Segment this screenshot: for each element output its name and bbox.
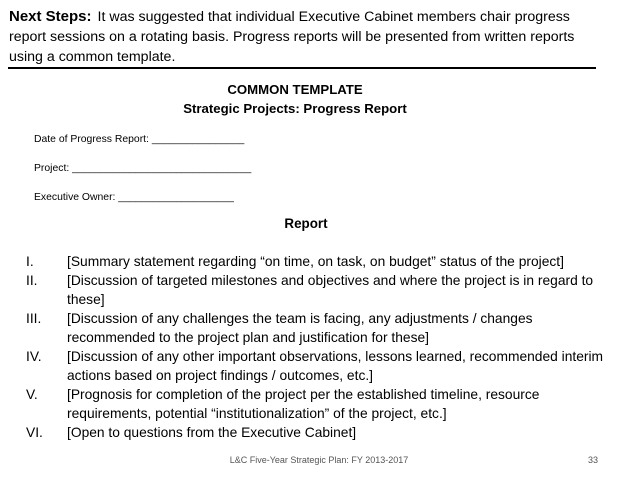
next-steps-paragraph (9, 7, 609, 67)
divider-rule (8, 67, 596, 69)
item-number: III. (26, 311, 42, 326)
list-item (0, 252, 612, 271)
item-number: V. (26, 387, 38, 402)
field-date-of-progress-report: Date of Progress Report: ________________ (34, 134, 245, 145)
item-text: [Discussion of any challenges the team is facing, any adjustments / changes recommended to the project plan and justification for these] (67, 311, 533, 345)
list-item (0, 423, 612, 442)
page-number: 33 (588, 455, 599, 465)
field-executive-owner: Executive Owner: ____________________ (34, 192, 234, 203)
list-item (0, 309, 612, 347)
report-items-list (0, 252, 638, 442)
item-number: VI. (26, 425, 43, 440)
item-text: [Summary statement regarding “on time, on task, on budget” status of the project] (67, 254, 564, 269)
next-steps-lead: Next Steps: (9, 8, 92, 25)
item-number: IV. (26, 349, 42, 364)
footer-text: L&C Five-Year Strategic Plan: FY 2013-2017 (229, 455, 409, 465)
item-text: [Open to questions from the Executive Cabinet] (67, 425, 357, 440)
report-heading: Report (284, 216, 328, 231)
template-title: COMMON TEMPLATE (227, 82, 363, 97)
list-item (0, 385, 612, 423)
next-steps-text: It was suggested that individual Executive Cabinet members chair progress report sessions on a rotating basis. Progress reports will be presented from written reports using a common template. (9, 9, 575, 65)
item-text: [Prognosis for completion of the project per the established timeline, resource requirements, potential “institutionalization” of the project, etc.] (67, 387, 540, 421)
list-item (0, 271, 612, 309)
field-project: Project: _______________________________ (34, 163, 252, 174)
item-text: [Discussion of targeted milestones and objectives and where the project is in regard to these] (67, 273, 594, 307)
item-text: [Discussion of any other important observations, lessons learned, recommended interim actions based on project findings / outcomes, etc.] (67, 349, 604, 383)
item-number: I. (26, 254, 34, 269)
template-subtitle: Strategic Projects: Progress Report (183, 101, 407, 116)
item-number: II. (26, 273, 38, 288)
list-item (0, 347, 612, 385)
